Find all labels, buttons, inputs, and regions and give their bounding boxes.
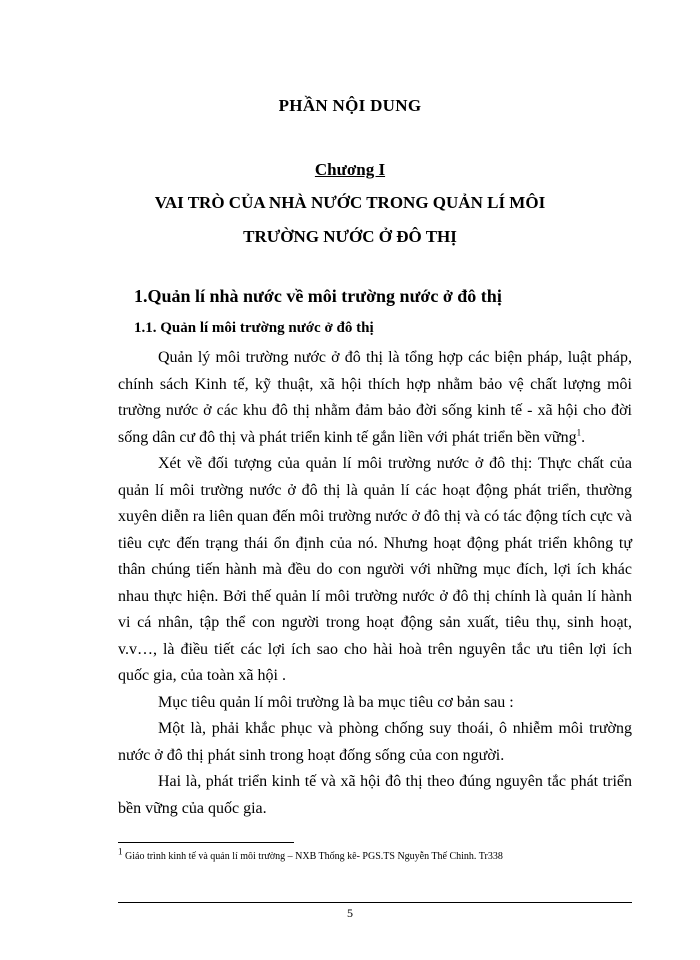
chapter-heading: Chương I xyxy=(314,160,386,179)
paragraph-5: Hai là, phát triển kinh tế và xã hội đô thị theo đúng nguyên tắc phát triển bền vững của quốc gia. xyxy=(118,773,632,817)
paragraph-1 xyxy=(118,345,632,451)
chapter-title-line-2: TRƯỜNG NƯỚC Ở ĐÔ THỊ xyxy=(243,227,457,246)
section-1-1-heading: 1.1. Quản lí môi trường nước ở đô thị xyxy=(134,320,374,336)
footnote-ref: 1 xyxy=(576,427,582,438)
part-title: PHẦN NỘI DUNG xyxy=(278,96,422,115)
paragraph-2: Xét về đối tượng của quản lí môi trường nước ở đô thị: Thực chất của quản lí môi trường nước ở đô thị là quản lí các hoạt động phát triển, thường xuyên diễn ra liên quan đến môi trường nước ở đô thị và có tác động tích cực và tiêu cực đến trạng thái ổn định của nó. Nhưng hoạt động phát triển không tự thân chúng tiến hành mà đều do con người với những mục đích, lợi ích khác nhau thực hiện. Bởi thế quản lí môi trường nước ở đô thị chính là quản lí hành vi cá nhân, tập thể con người trong hoạt động sản xuất, tiêu thụ, sinh hoạt, v.v…, là điều tiết các lợi ích sao cho hài hoà trên nguyên tắc ưu tiên lợi ích quốc gia, của toàn xã hội . xyxy=(118,455,632,684)
paragraph-4: Một là, phải khắc phục và phòng chống suy thoái, ô nhiễm môi trường nước ở đô thị phát sinh trong hoạt đống sống của con người. xyxy=(118,720,632,764)
paragraph-1-end: . xyxy=(581,428,586,446)
footnote-text: Giáo trình kinh tế và quản lí môi trường – NXB Thống kê- PGS.TS Nguyễn Thế Chinh. Tr338 xyxy=(125,851,503,862)
footnote-number: 1 xyxy=(118,846,123,857)
footnote xyxy=(118,846,503,862)
page-number: 5 xyxy=(347,906,353,920)
body-text xyxy=(118,345,632,822)
section-1-heading: 1.Quản lí nhà nước về môi trường nước ở đô thị xyxy=(134,286,502,306)
footer-rule xyxy=(118,902,632,903)
footnote-separator xyxy=(118,842,294,843)
chapter-title-line-1: VAI TRÒ CỦA NHÀ NƯỚC TRONG QUẢN LÍ MÔI xyxy=(154,193,546,212)
paragraph-3: Mục tiêu quản lí môi trường là ba mục tiêu cơ bản sau : xyxy=(158,693,514,711)
paragraph-1-text: Quản lý môi trường nước ở đô thị là tổng hợp các biện pháp, luật pháp, chính sách Kinh tế, kỹ thuật, xã hội thích hợp nhằm bảo vệ chất lượng môi trường nước ở các khu đô thị nhằm đảm bảo đời sống kinh tế - xã hội cho đời sống dân cư đô thị và phát triển kinh tế gắn liền với phát triển bền vững xyxy=(118,349,632,446)
